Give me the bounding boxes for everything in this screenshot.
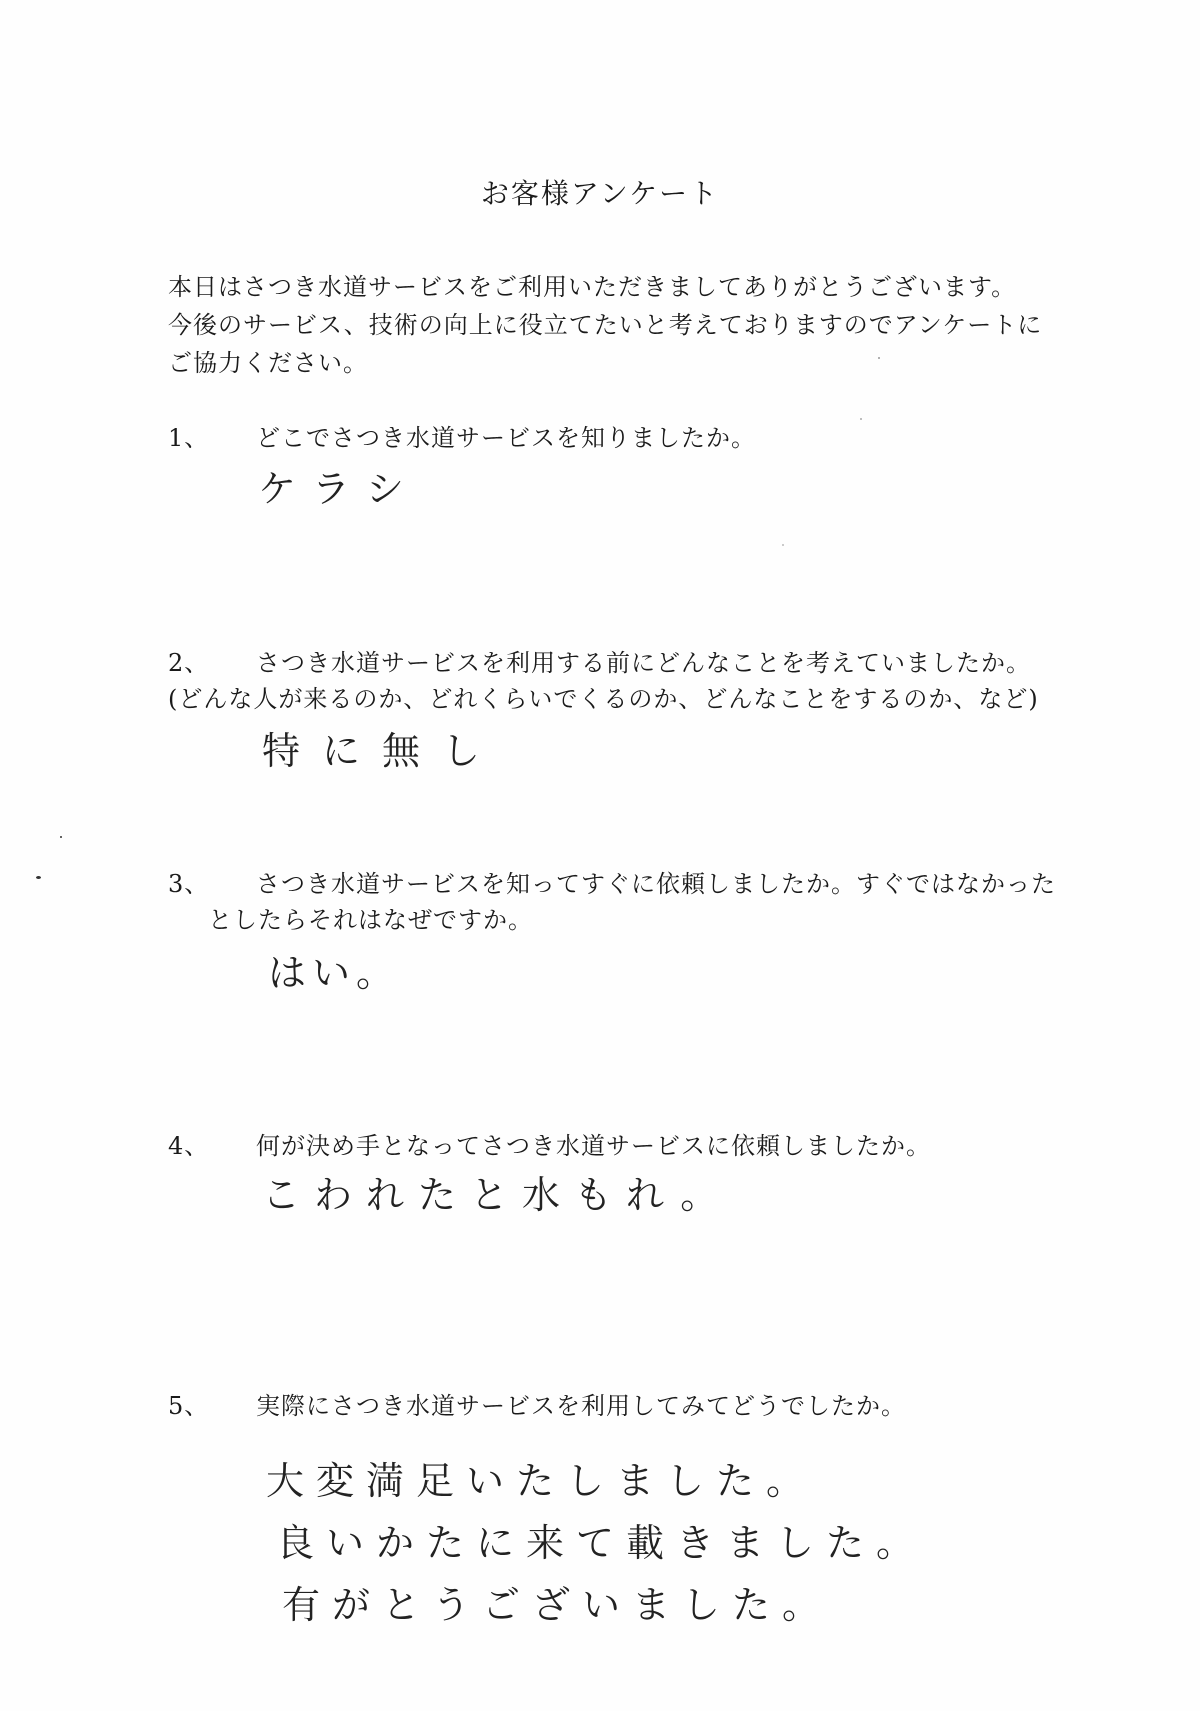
question-2	[168, 645, 1039, 717]
question-number: 1、	[168, 424, 210, 452]
question-text: さつき水道サービスを利用する前にどんなことを考えていましたか。	[256, 649, 1031, 677]
handwritten-answer-line: はい。	[268, 951, 401, 995]
scan-speck	[860, 418, 862, 420]
question-text: 実際にさつき水道サービスを利用してみてどうでしたか。	[256, 1392, 906, 1420]
question-text: どこでさつき水道サービスを知りましたか。	[256, 424, 756, 452]
scan-speck	[60, 836, 62, 838]
question-text: 何が決め手となってさつき水道サービスに依頼しましたか。	[256, 1132, 931, 1160]
answer-3	[268, 946, 400, 1000]
question-text: さつき水道サービスを知ってすぐに依頼しましたか。すぐではなかった	[256, 870, 1056, 898]
question-number: 3、	[168, 870, 210, 898]
question-5	[168, 1388, 906, 1424]
page-title: お客様アンケート	[480, 177, 720, 210]
scan-speck	[782, 544, 784, 546]
handwritten-answer-line: 大変満足いたしました。	[266, 1459, 817, 1503]
question-number: 4、	[168, 1132, 210, 1160]
intro-line: 本日はさつき水道サービスをご利用いただきましてありがとうございます。	[168, 273, 1017, 301]
question-3	[168, 866, 1056, 938]
answer-4	[262, 1168, 732, 1222]
scan-speck	[878, 357, 880, 359]
answer-5	[266, 1450, 926, 1636]
handwritten-answer-line: 良いかたに来て載きました。	[276, 1521, 927, 1565]
handwritten-answer-line: 有がとうございました。	[282, 1583, 833, 1627]
intro-line: ご協力ください。	[168, 349, 368, 377]
question-1	[168, 420, 756, 456]
intro-line: 今後のサービス、技術の向上に役立てたいと考えておりますのでアンケートに	[168, 311, 1043, 339]
intro-paragraph	[168, 268, 1068, 382]
handwritten-answer-line: こわれたと水もれ。	[262, 1173, 733, 1217]
question-subtext: (どんな人が来るのか、どれくらいでくるのか、どんなことをするのか、など)	[168, 685, 1039, 713]
question-subtext: としたらそれはなぜですか。	[208, 906, 533, 934]
question-number: 2、	[168, 649, 210, 677]
question-4	[168, 1128, 931, 1164]
handwritten-answer-line: 特に無し	[262, 729, 503, 773]
handwritten-answer-line: ケラシ	[258, 467, 421, 511]
answer-1	[258, 462, 420, 516]
answer-2	[262, 724, 502, 778]
scan-speck	[36, 876, 41, 879]
question-number: 5、	[168, 1392, 210, 1420]
